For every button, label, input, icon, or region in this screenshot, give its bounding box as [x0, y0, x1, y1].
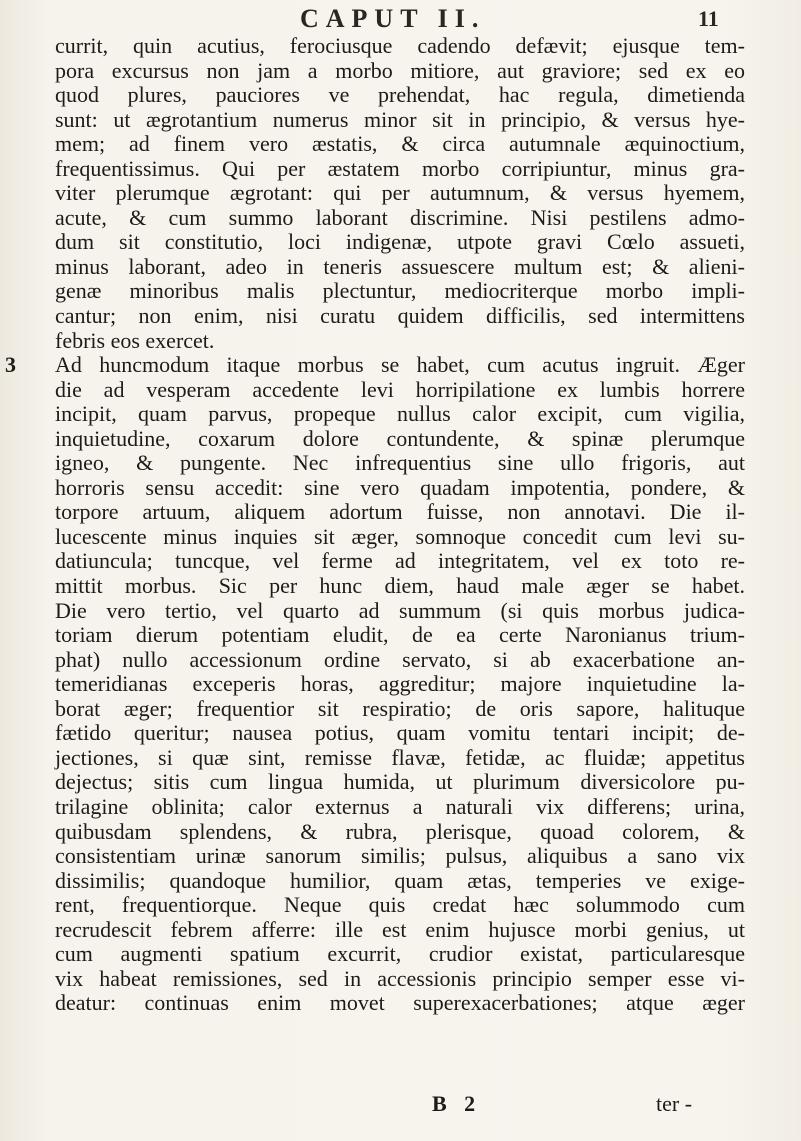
- text-line: horroris sensu accedit: sine vero quadam impotentia, pondere, &: [55, 474, 745, 500]
- text-line: 3 Ad huncmodum itaque morbus se habet, cum acutus ingruit. Æger: [5, 352, 745, 378]
- text-line: Die vero tertio, vel quarto ad summum (si quis morbus judica-: [55, 597, 745, 623]
- text-line: recrudescit febrem afferre: ille est enim hujusce morbi genius, ut: [55, 916, 745, 942]
- text-line: incipit, quam parvus, propeque nullus calor excipit, cum vigilia,: [55, 401, 745, 427]
- text-line: phat) nullo accessionum ordine servato, si ab exacerbatione an-: [55, 646, 745, 672]
- text-line: mem; ad finem vero æstatis, & circa autumnale æquinoctium,: [55, 131, 745, 157]
- text-line: toriam dierum potentiam eludit, de ea certe Naronianus trium-: [55, 622, 745, 648]
- text-line: jectiones, si quæ sint, remisse flavæ, fetidæ, ac fluidæ; appetitus: [55, 744, 745, 770]
- text-line: currit, quin acutius, ferociusque cadendo defævit; ejusque tem-: [55, 33, 745, 58]
- page-footer: [0, 1091, 801, 1121]
- text-line: dissimilis; quandoque humilior, quam ætas, temperies ve exige-: [55, 867, 745, 893]
- text-line: febris eos exercet.: [55, 327, 215, 353]
- body-text: [5, 33, 745, 1065]
- text-line: cum augmenti spatium excurrit, crudior existat, particularesque: [55, 941, 745, 967]
- text-line: fætido queritur; nausea potius, quam vomitu tentari incipit; de-: [55, 720, 745, 746]
- paragraph-number: 3: [5, 352, 16, 378]
- text-line: minus laborant, adeo in teneris assuescere multum est; & alieni-: [55, 253, 745, 279]
- text-line: temeridianas exceperis horas, aggreditur; majore inquietudine la-: [55, 671, 745, 697]
- text-line: genæ minoribus malis plectuntur, mediocriterque morbo impli-: [55, 278, 745, 304]
- text-line: deatur: continuas enim movet superexacerbationes; atque æger: [55, 990, 745, 1016]
- text-line: vix habeat remissiones, sed in accessionis principio semper esse vi-: [55, 965, 745, 991]
- text-line: consistentiam urinæ sanorum similis; pulsus, aliquibus a sano vix: [55, 843, 745, 869]
- text-line: frequentissimus. Qui per æstatem morbo corripiuntur, minus gra-: [55, 155, 745, 181]
- text-line: dejectus; sitis cum lingua humida, ut plurimum diversicolore pu-: [55, 769, 745, 795]
- page-number: 11: [698, 6, 719, 31]
- text-line: cantur; non enim, nisi curatu quidem difficilis, sed intermittens: [55, 303, 745, 329]
- text-line: quibusdam splendens, & rubra, plerisque, quoad colorem, &: [55, 818, 745, 844]
- text-line: viter plerumque ægrotant: qui per autumnum, & versus hyemem,: [55, 180, 745, 206]
- text-line: sunt: ut ægrotantium numerus minor sit in principio, & versus hye-: [55, 106, 745, 132]
- text-line: acute, & cum summo laborant discrimine. Nisi pestilens admo-: [55, 204, 745, 230]
- text-line: [55, 1016, 745, 1041]
- text-line: die ad vesperam accedente levi horripilatione ex lumbis horrere: [55, 376, 745, 402]
- text-line: [55, 1040, 745, 1065]
- text-line: inquietudine, coxarum dolore contundente, & spinæ plerumque: [55, 425, 745, 451]
- signature-mark: B 2: [432, 1091, 482, 1116]
- text-line: torpore artuum, aliquem adortum fuisse, non annotavi. Die il-: [55, 499, 745, 525]
- text-line: lucescente minus inquies sit æger, somnoque concedit cum levi su-: [55, 523, 745, 549]
- text-line: rent, frequentiorque. Neque quis credat hæc solummodo cum: [55, 892, 745, 918]
- text-line: datiuncula; tuncque, vel ferme ad integritatem, vel ex toto re-: [55, 548, 745, 574]
- text-line: borat æger; frequentior sit respiratio; de oris sapore, halituque: [55, 695, 745, 721]
- running-head: CAPUT II.: [300, 4, 486, 33]
- text-line: quod plures, pauciores ve prehendat, hac regula, dimetienda: [55, 82, 745, 108]
- text-line: dum sit constitutio, loci indigenæ, utpote gravi Cœlo assueti,: [55, 229, 745, 255]
- text-line: pora excursus non jam a morbo mitiore, aut graviore; sed ex eo: [55, 57, 745, 83]
- catchword: ter -: [656, 1091, 693, 1116]
- page-header: [0, 4, 801, 34]
- text-line: igneo, & pungente. Nec infrequentius sine ullo frigoris, aut: [55, 450, 745, 476]
- text-line: trilagine oblinita; calor externus a naturali vix differens; urina,: [55, 793, 745, 819]
- text-line: mittit morbus. Sic per hunc diem, haud male æger se habet.: [55, 573, 745, 599]
